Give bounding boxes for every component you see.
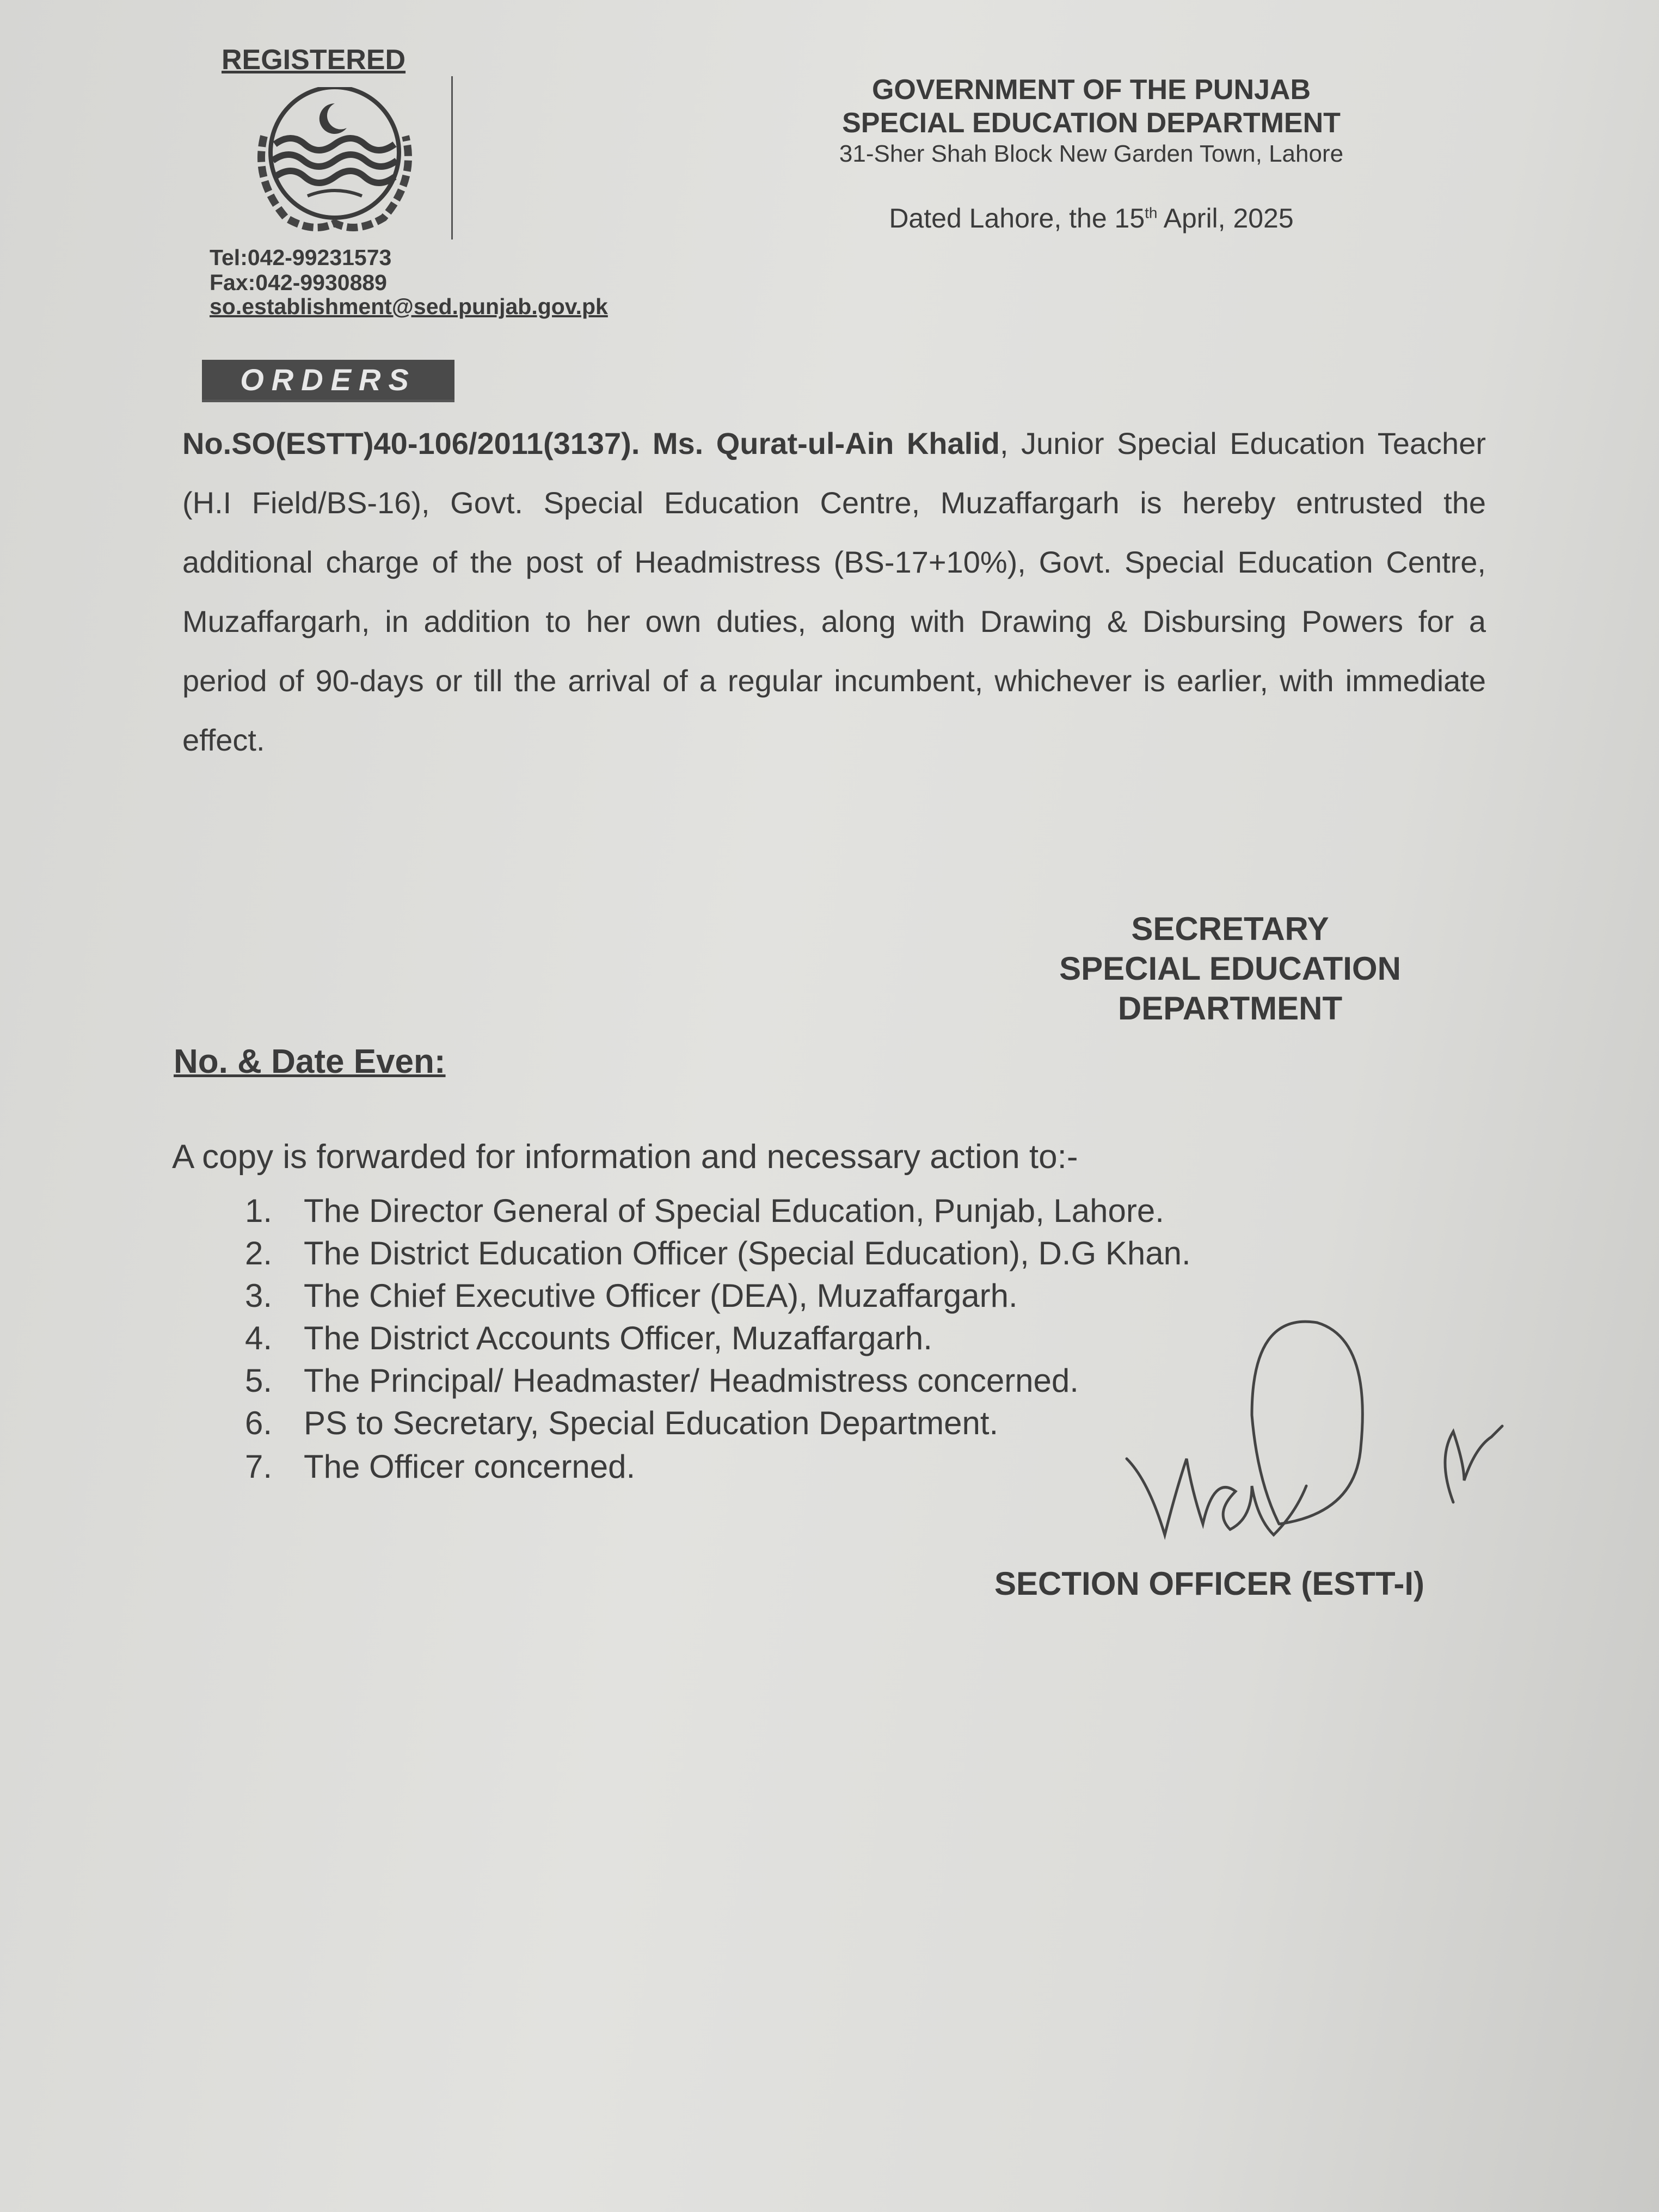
list-number: 3. (245, 1277, 273, 1314)
telephone: Tel:042-99231573 (210, 245, 392, 270)
date-prefix: Dated Lahore, the 15 (889, 203, 1145, 234)
list-number: 2. (245, 1235, 273, 1271)
list-number: 6. (245, 1405, 273, 1441)
list-item (245, 1362, 1079, 1399)
list-item (245, 1277, 1018, 1314)
employee-name: Ms. Qurat-ul-Ain Khalid (652, 426, 1000, 460)
email: so.establishment@sed.punjab.gov.pk (210, 294, 608, 319)
list-text: PS to Secretary, Special Education Department. (304, 1405, 999, 1441)
list-item (245, 1234, 1191, 1272)
list-text: The District Education Officer (Special Education), D.G Khan. (304, 1235, 1191, 1271)
date-ordinal: th (1145, 204, 1158, 222)
department-heading: SPECIAL EDUCATION DEPARTMENT (842, 107, 1341, 139)
orders-title: ORDERS (202, 360, 454, 402)
government-heading: GOVERNMENT OF THE PUNJAB (871, 74, 1311, 106)
list-text: The Chief Executive Officer (DEA), Muzaffargarh. (304, 1277, 1018, 1314)
list-number: 4. (245, 1320, 273, 1356)
signatory-line-2: SPECIAL EDUCATION (1059, 950, 1401, 987)
signatory-line-3: DEPARTMENT (1117, 990, 1343, 1027)
list-item (245, 1448, 635, 1485)
handwritten-signature (1116, 1306, 1540, 1557)
order-body: , Junior Special Education Teacher (H.I Field/BS-16), Govt. Special Education Centre, Muzaffargarh is hereby entrusted the additional charge of the post of Headmistress (BS-17+10%), Govt. Special Education Centre, Muzaffargarh, in addition to her own duties, along with Drawing & Disbursing Powers for a period of 90-days or till the arrival of a regular incumbent, whichever is earlier, with immediate effect. (182, 426, 1486, 757)
list-item (245, 1404, 998, 1442)
section-officer-signatory: SECTION OFFICER (ESTT-I) (994, 1565, 1424, 1602)
list-text: The Officer concerned. (304, 1448, 636, 1485)
list-item (245, 1192, 1164, 1230)
list-number: 7. (245, 1448, 273, 1485)
order-number: No.SO(ESTT)40-106/2011(3137). (182, 426, 640, 460)
list-text: The Director General of Special Education, Punjab, Lahore. (304, 1193, 1164, 1229)
divider-line (451, 76, 453, 239)
list-text: The District Accounts Officer, Muzaffargarh. (304, 1320, 932, 1356)
no-date-even-heading: No. & Date Even: (174, 1043, 446, 1080)
list-number: 5. (245, 1362, 273, 1399)
signatory-line-1: SECRETARY (1131, 911, 1329, 947)
list-item (245, 1319, 932, 1357)
fax: Fax:042-9930889 (210, 270, 387, 295)
department-address: 31-Sher Shah Block New Garden Town, Lahore (839, 140, 1344, 167)
list-text: The Principal/ Headmaster/ Headmistress concerned. (304, 1362, 1079, 1399)
registered-label: REGISTERED (222, 44, 406, 76)
date-line (784, 202, 1399, 234)
copy-forwarded-intro: A copy is forwarded for information and necessary action to:- (172, 1138, 1078, 1176)
order-paragraph (182, 414, 1486, 770)
list-number: 1. (245, 1193, 273, 1229)
date-suffix: April, 2025 (1157, 203, 1294, 234)
punjab-emblem-logo (226, 87, 444, 234)
